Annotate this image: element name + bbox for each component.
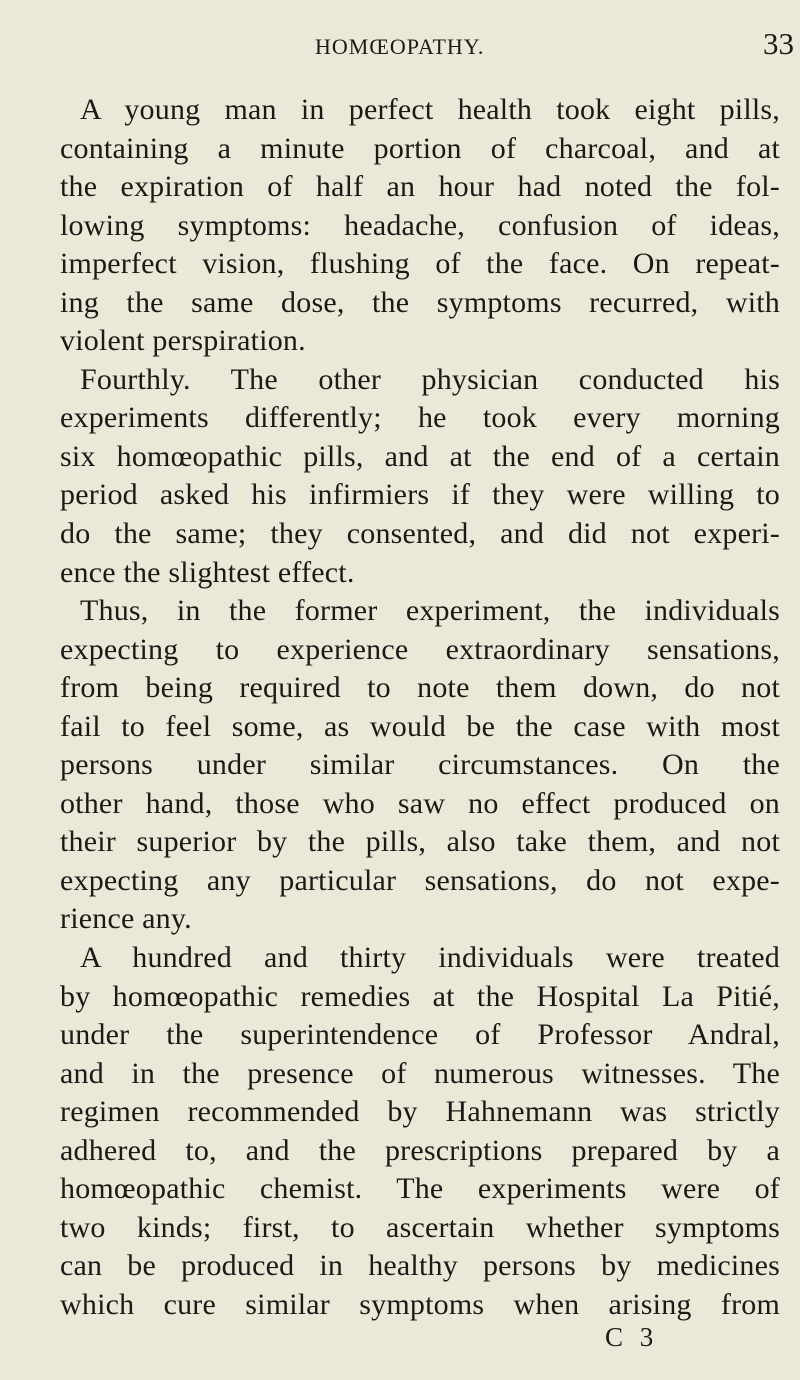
text-line: by homœopathic remedies at the Hospital La Pitié, [60, 979, 780, 1013]
text-line: homœopathic chemist. The experiments were of [60, 1172, 780, 1206]
text-line: can be produced in healthy persons by medicines [60, 1249, 780, 1283]
text-line: imperfect vision, flushing of the face. On repeat- [60, 247, 780, 281]
text-line: A hundred and thirty individuals were treated [80, 941, 780, 975]
text-line: experiments differently; he took every morning [60, 401, 780, 435]
text-line: regimen recommended by Hahnemann was strictly [60, 1095, 780, 1129]
text-line: containing a minute portion of charcoal, and at [60, 131, 780, 165]
text-line: fail to feel some, as would be the case with most [60, 709, 780, 743]
text-line: the expiration of half an hour had noted the fol- [60, 170, 780, 204]
text-line: six homœopathic pills, and at the end of a certain [60, 439, 780, 473]
text-line: two kinds; first, to ascertain whether symptoms [60, 1210, 780, 1244]
signature-mark: C 3 [605, 1322, 659, 1352]
body-text [60, 91, 780, 1325]
text-line: their superior by the pills, also take them, and not [60, 825, 780, 859]
text-line: adhered to, and the prescriptions prepared by a [60, 1133, 780, 1167]
text-line: rience any. [60, 902, 192, 936]
running-head [0, 26, 800, 64]
page-number: 33 [763, 26, 794, 61]
text-line: expecting to experience extraordinary sensations, [60, 632, 780, 666]
text-line: violent perspiration. [60, 324, 306, 358]
text-line: Thus, in the former experiment, the individuals [80, 594, 780, 628]
text-line: ing the same dose, the symptoms recurred, with [60, 285, 780, 319]
text-line: under the superintendence of Professor Andral, [60, 1018, 780, 1052]
text-line: and in the presence of numerous witnesses. The [60, 1056, 780, 1090]
text-line: A young man in perfect health took eight pills, [80, 93, 780, 126]
text-line: lowing symptoms: headache, confusion of ideas, [60, 208, 780, 242]
text-line: expecting any particular sensations, do not expe- [60, 863, 780, 897]
running-title: HOMŒOPATHY. [315, 34, 485, 59]
text-line: do the same; they consented, and did not experi- [60, 517, 780, 551]
text-line: ence the slightest effect. [60, 555, 355, 589]
text-line: persons under similar circumstances. On the [60, 748, 780, 782]
text-line: other hand, those who saw no effect produced on [60, 786, 780, 820]
text-line: from being required to note them down, do not [60, 671, 780, 705]
text-line: which cure similar symptoms when arising from [60, 1287, 780, 1321]
text-line: period asked his infirmiers if they were willing to [60, 478, 780, 512]
text-line: Fourthly. The other physician conducted his [80, 362, 780, 396]
